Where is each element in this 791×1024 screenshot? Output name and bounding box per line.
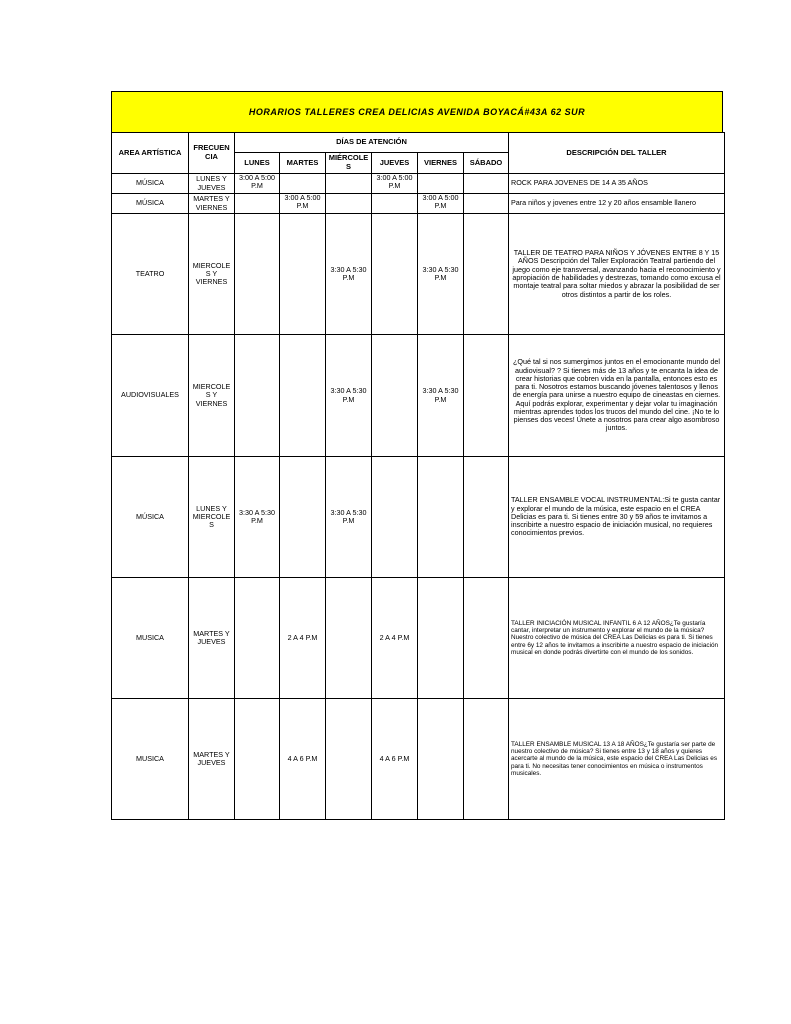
cell-descripcion: TALLER INICIACIÓN MUSICAL INFANTIL 6 A 12 AÑOS¿Te gustaría cantar, interpretar un instrumento y explorar el mundo de la música? Nuestro colectivo de música del CREA Las Delicias es para ti. Si tienes entre 6y 12 años te invitamos a inscribirte a nuestro espacio de iniciación musical en donde podrás divertirte con el mundo de los sonidos.	[509, 578, 725, 699]
table-row	[112, 194, 725, 214]
cell-descripcion: TALLER DE TEATRO PARA NIÑOS Y JÓVENES ENTRE 8 Y 15 AÑOS Descripción del Taller Exploración Teatral partiendo del juego como eje transversal, avanzando hacia el reconocimiento y apropiación de habilidades y destrezas, tomando como excusa el montaje teatral para soltar miedos y abrazar la posibilidad de ser otros distintos a partir de los roles.	[509, 214, 725, 335]
cell-area: MÚSICA	[112, 194, 189, 214]
table-row	[112, 457, 725, 578]
cell-jueves: 4 A 6 P.M	[372, 699, 418, 820]
cell-area: MÚSICA	[112, 457, 189, 578]
cell-viernes	[418, 578, 464, 699]
table-row	[112, 174, 725, 194]
cell-jueves	[372, 194, 418, 214]
cell-descripcion: TALLER ENSAMBLE MUSICAL 13 A 18 AÑOS¿Te gustaría ser parte de nuestro colectivo de música? Si tienes entre 13 y 18 años y quieres acercarte al mundo de la música, este espacio del CREA Las Delicias es para ti. No necesitas tener conocimientos en música o instrumentos musicales.	[509, 699, 725, 820]
cell-miercoles: 3:30 A 5:30 P.M	[326, 335, 372, 457]
cell-martes	[280, 174, 326, 194]
cell-sabado	[464, 578, 509, 699]
cell-viernes	[418, 174, 464, 194]
cell-frecuencia: MIERCOLE S Y VIERNES	[189, 214, 235, 335]
cell-lunes	[235, 335, 280, 457]
table-row	[112, 699, 725, 820]
cell-miercoles	[326, 699, 372, 820]
cell-sabado	[464, 335, 509, 457]
sheet-title: HORARIOS TALLERES CREA DELICIAS AVENIDA BOYACÁ#43A 62 SUR	[111, 91, 723, 133]
cell-jueves: 3:00 A 5:00 P.M	[372, 174, 418, 194]
table-row	[112, 335, 725, 457]
cell-miercoles	[326, 194, 372, 214]
cell-frecuencia: LUNES Y JUEVES	[189, 174, 235, 194]
cell-frecuencia: MARTES Y VIERNES	[189, 194, 235, 214]
header-descripcion: DESCRIPCIÓN DEL TALLER	[509, 133, 725, 174]
cell-jueves: 2 A 4 P.M	[372, 578, 418, 699]
cell-sabado	[464, 457, 509, 578]
cell-frecuencia: MARTES Y JUEVES	[189, 699, 235, 820]
table-row	[112, 214, 725, 335]
cell-lunes: 3:30 A 5:30 P.M	[235, 457, 280, 578]
cell-descripcion: TALLER ENSAMBLE VOCAL INSTRUMENTAL:Si te gusta cantar y explorar el mundo de la música, este espacio en el CREA Delicias es para ti. Si tienes entre 30 y 59 años te invitamos a inscribirte a nuestro espacio de iniciación musical, no requieres conocimientos previos.	[509, 457, 725, 578]
cell-lunes	[235, 578, 280, 699]
cell-jueves	[372, 214, 418, 335]
cell-jueves	[372, 335, 418, 457]
cell-sabado	[464, 194, 509, 214]
cell-miercoles: 3:30 A 5:30 P.M	[326, 214, 372, 335]
cell-area: AUDIOVISUALES	[112, 335, 189, 457]
cell-descripcion: ¿Qué tal si nos sumergimos juntos en el emocionante mundo del audiovisual? ? Si tienes más de 13 años y te encanta la idea de crear historias que cobren vida en la pantalla, entonces esto es para ti. Nosotros estamos buscando jóvenes talentosos y llenos de energía para unirse a nuestro equipo de cineastas en ciernes. Aquí podrás explorar, experimentar y dejar volar tu imaginación mientras aprendes todos los trucos del mundo del cine. ¡No te lo pienses dos veces! Únete a nosotros para crear algo asombroso juntos.	[509, 335, 725, 457]
cell-area: MUSICA	[112, 578, 189, 699]
header-day-lunes: LUNES	[235, 153, 280, 174]
header-area: AREA ARTÍSTICA	[112, 133, 189, 174]
cell-frecuencia: MIERCOLE S Y VIERNES	[189, 335, 235, 457]
cell-lunes	[235, 194, 280, 214]
cell-martes	[280, 335, 326, 457]
cell-sabado	[464, 214, 509, 335]
header-day-sabado: SÁBADO	[464, 153, 509, 174]
header-day-miercoles: MIÉRCOLE S	[326, 153, 372, 174]
cell-lunes	[235, 699, 280, 820]
cell-miercoles	[326, 174, 372, 194]
header-dias: DÍAS DE ATENCIÓN	[235, 133, 509, 153]
cell-lunes: 3:00 A 5:00 P.M	[235, 174, 280, 194]
schedule-table	[111, 132, 725, 820]
cell-martes: 3:00 A 5:00 P.M	[280, 194, 326, 214]
header-day-jueves: JUEVES	[372, 153, 418, 174]
cell-area: MÚSICA	[112, 174, 189, 194]
cell-miercoles: 3:30 A 5:30 P.M	[326, 457, 372, 578]
header-day-viernes: VIERNES	[418, 153, 464, 174]
cell-martes: 4 A 6 P.M	[280, 699, 326, 820]
header-frecuencia: FRECUEN CIA	[189, 133, 235, 174]
cell-descripcion: ROCK PARA JOVENES DE 14 A 35 AÑOS	[509, 174, 725, 194]
cell-frecuencia: LUNES Y MIERCOLE S	[189, 457, 235, 578]
cell-viernes: 3:00 A 5:00 P.M	[418, 194, 464, 214]
cell-viernes	[418, 699, 464, 820]
cell-martes	[280, 457, 326, 578]
cell-frecuencia: MARTES Y JUEVES	[189, 578, 235, 699]
cell-viernes: 3:30 A 5:30 P.M	[418, 335, 464, 457]
cell-sabado	[464, 174, 509, 194]
cell-area: MUSICA	[112, 699, 189, 820]
schedule-sheet	[111, 91, 723, 820]
cell-viernes	[418, 457, 464, 578]
cell-lunes	[235, 214, 280, 335]
cell-descripcion: Para niños y jovenes entre 12 y 20 años ensamble llanero	[509, 194, 725, 214]
cell-jueves	[372, 457, 418, 578]
table-row	[112, 578, 725, 699]
header-day-martes: MARTES	[280, 153, 326, 174]
cell-sabado	[464, 699, 509, 820]
cell-martes: 2 A 4 P.M	[280, 578, 326, 699]
cell-martes	[280, 214, 326, 335]
cell-miercoles	[326, 578, 372, 699]
header-row	[112, 133, 725, 153]
cell-area: TEATRO	[112, 214, 189, 335]
cell-viernes: 3:30 A 5:30 P.M	[418, 214, 464, 335]
